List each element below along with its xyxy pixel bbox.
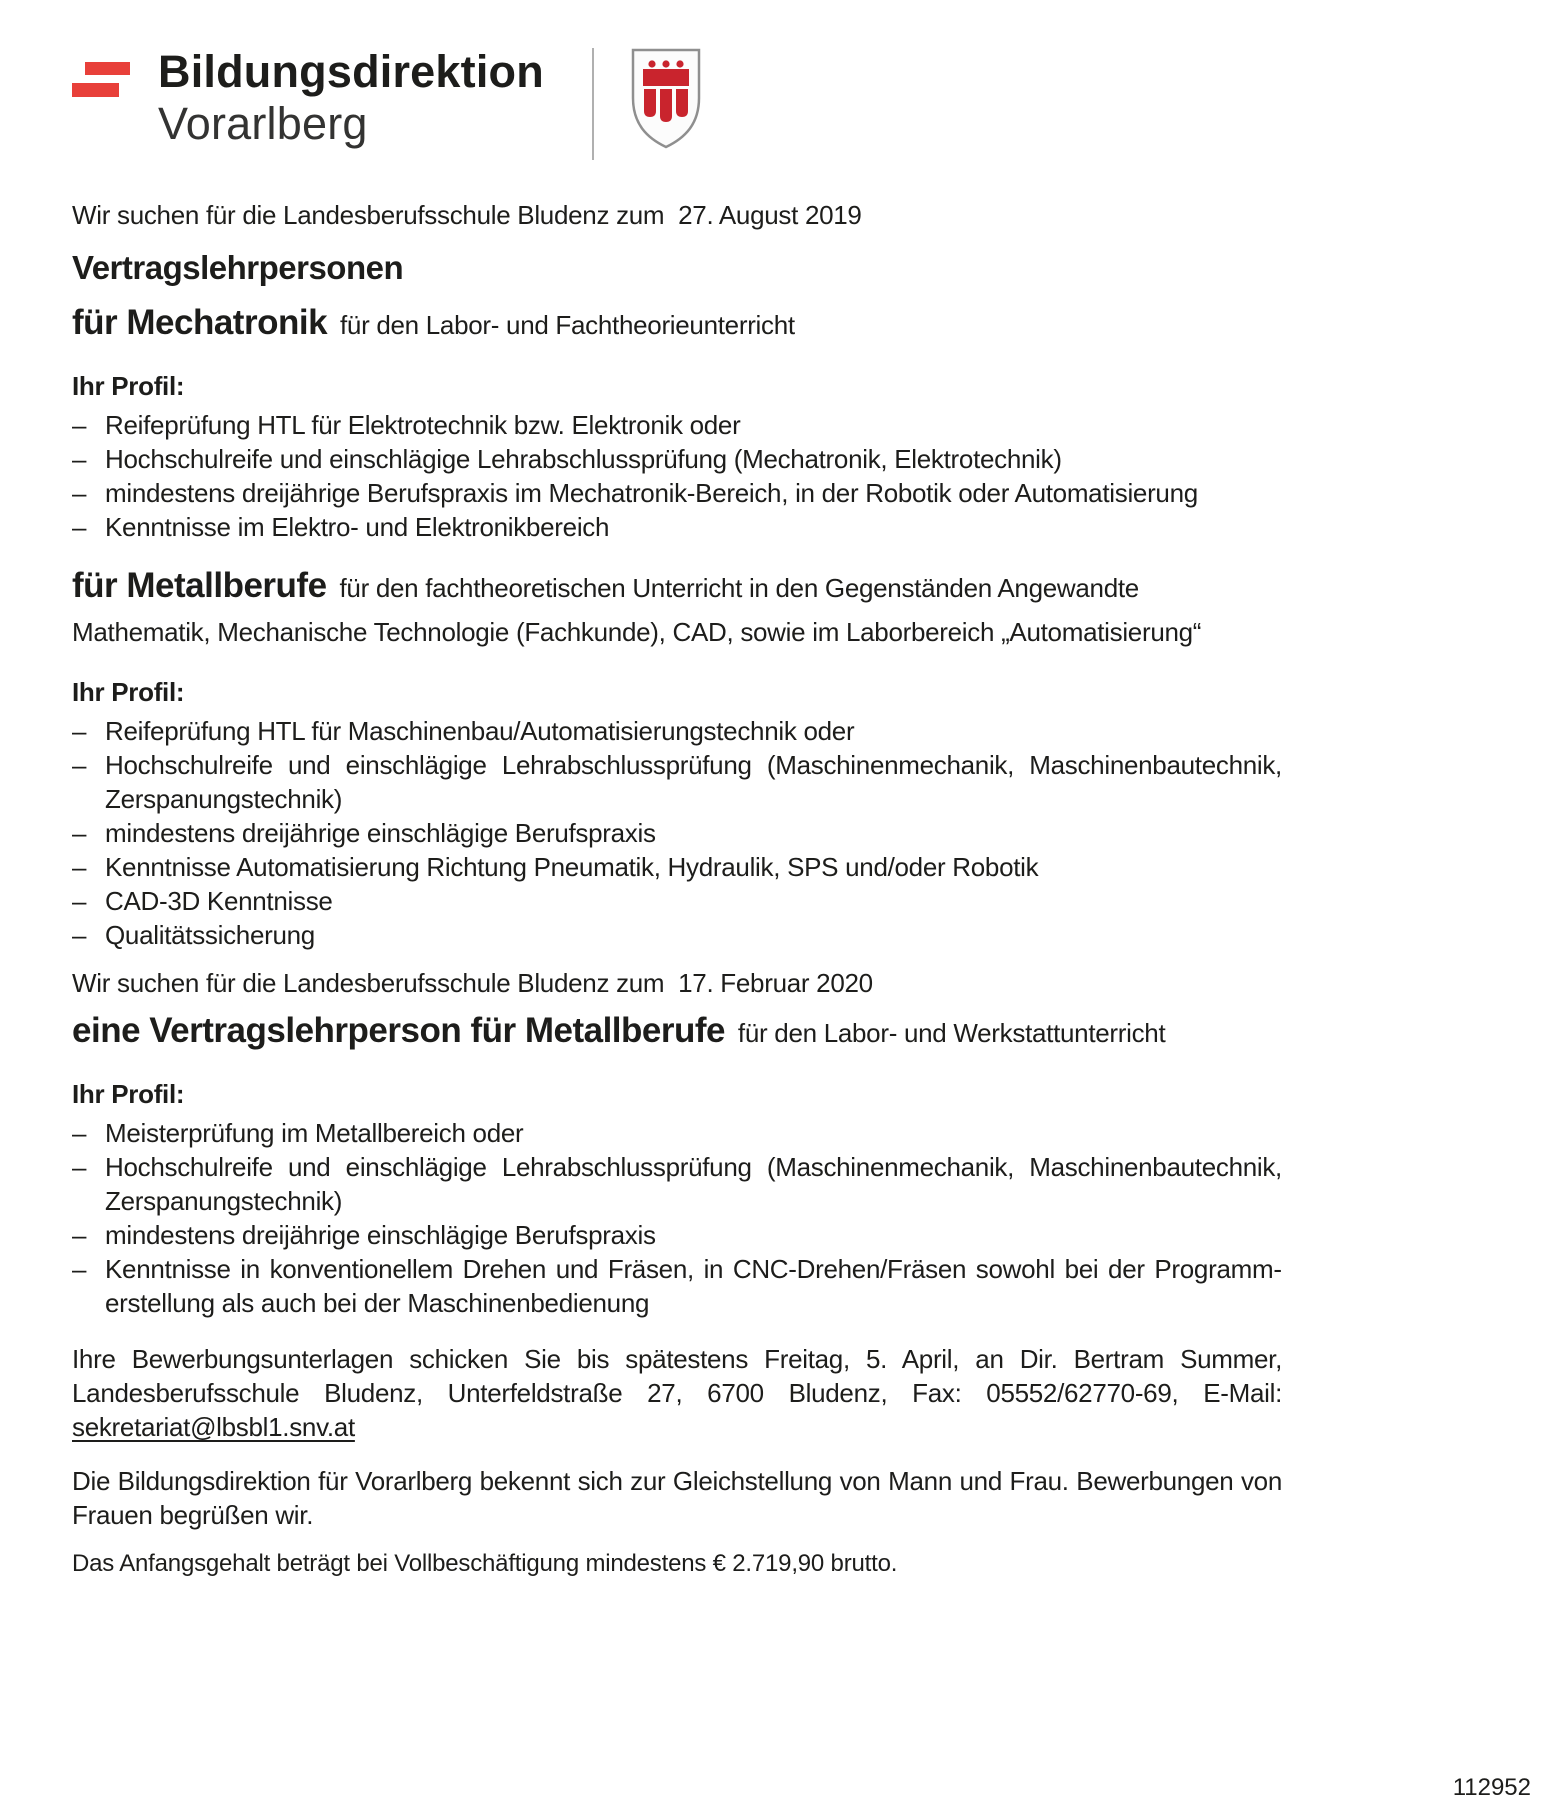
bullet-dash: – xyxy=(72,818,87,848)
flag-bar-bottom xyxy=(72,83,119,97)
list-item xyxy=(72,918,1282,952)
job-subtitle-werkstatt: für den Labor- und Werkstattunterricht xyxy=(737,1018,1166,1048)
header xyxy=(72,46,1282,164)
list-item xyxy=(72,1252,1282,1320)
list-item-text: mindestens dreijährige einschlägige Berufspraxis xyxy=(105,1220,656,1250)
profile-label-mechatronik: Ihr Profil: xyxy=(72,371,185,401)
list-item xyxy=(72,850,1282,884)
list-item-text: Hochschulreife und einschlägige Lehrabschlussprüfung (Maschinenmechanik, Maschinenbautechnik, Zerspanungstechnik) xyxy=(105,1152,1282,1216)
bullet-dash: – xyxy=(72,410,87,440)
list-item-text: Kenntnisse Automatisierung Richtung Pneumatik, Hydraulik, SPS und/oder Robotik xyxy=(105,852,1039,882)
job-subtitle-metallberufe: für den fachtheoretischen Unterricht in den Gegenständen Angewandte Mathematik, Mechanische Technologie (Fachkunde), CAD, sowie im Laborbereich „Automatisierung“ xyxy=(72,573,1202,647)
job-title-metallberufe: für Metallberufe xyxy=(72,566,327,605)
job-heading-mechatronik xyxy=(72,300,1282,348)
bullet-dash: – xyxy=(72,1152,87,1182)
list-item xyxy=(72,748,1282,816)
job-subtitle-mechatronik: für den Labor- und Fachtheorieunterricht xyxy=(339,310,795,340)
profile-label-metallberufe: Ihr Profil: xyxy=(72,677,185,707)
list-item xyxy=(72,884,1282,918)
list-item-text: Kenntnisse im Elektro- und Elektronikbereich xyxy=(105,512,610,542)
list-item-text: Hochschulreife und einschlägige Lehrabschlussprüfung (Mechatronik, Elektrotechnik) xyxy=(105,444,1062,474)
application-text: Ihre Bewerbungsunterlagen schicken Sie bis spätestens Freitag, 5. April, an Dir. Bertram Summer, Landesberufsschule Bludenz, Unterfeldstraße 27, 6700 Bludenz, Fax: 05552/62770-69, E-Mail: xyxy=(72,1344,1282,1408)
intro-august: Wir suchen für die Landesberufsschule Bludenz zum 27. August 2019 xyxy=(72,200,862,230)
bullet-dash: – xyxy=(72,716,87,746)
job-heading-metallberufe-theorie xyxy=(72,564,1282,654)
bullet-dash: – xyxy=(72,1220,87,1250)
list-item-text: Reifeprüfung HTL für Elektrotechnik bzw. Elektronik oder xyxy=(105,410,741,440)
bullet-dash: – xyxy=(72,920,87,950)
profile-list-mechatronik xyxy=(72,408,1282,544)
list-item-text: mindestens dreijährige Berufspraxis im Mechatronik-Bereich, in der Robotik oder Automatisierung xyxy=(105,478,1198,508)
brand-region: Vorarlberg xyxy=(158,98,368,149)
salary-note: Das Anfangsgehalt beträgt bei Vollbeschäftigung mindestens € 2.719,90 brutto. xyxy=(72,1550,898,1577)
vorarlberg-coat-of-arms-icon xyxy=(628,46,704,161)
header-divider xyxy=(592,48,594,160)
brand-name: Bildungsdirektion xyxy=(158,46,544,97)
application-paragraph xyxy=(72,1342,1282,1444)
bullet-dash: – xyxy=(72,478,87,508)
list-item-text: Hochschulreife und einschlägige Lehrabschlussprüfung (Maschinenmechanik, Maschinenbautechnik, Zerspanungstechnik) xyxy=(105,750,1282,814)
bullet-dash: – xyxy=(72,852,87,882)
list-item xyxy=(72,408,1282,442)
list-item xyxy=(72,510,1282,544)
list-item-text: mindestens dreijährige einschlägige Berufspraxis xyxy=(105,818,656,848)
austria-flag-bars-icon xyxy=(72,62,132,98)
job-title-werkstatt: eine Vertragslehrperson für Metallberufe xyxy=(72,1011,725,1050)
bullet-dash: – xyxy=(72,512,87,542)
ad-reference-number: 112952 xyxy=(1452,1774,1531,1801)
list-item-text: Reifeprüfung HTL für Maschinenbau/Automatisierungstechnik oder xyxy=(105,716,855,746)
main-heading: Vertragslehrpersonen xyxy=(72,249,404,286)
flag-bar-top xyxy=(85,62,130,75)
job-heading-metallberufe-werkstatt xyxy=(72,1008,1282,1056)
list-item xyxy=(72,1150,1282,1218)
list-item-text: Meisterprüfung im Metallbereich oder xyxy=(105,1118,524,1148)
list-item xyxy=(72,1218,1282,1252)
profile-list-werkstatt xyxy=(72,1116,1282,1320)
list-item xyxy=(72,816,1282,850)
bullet-dash: – xyxy=(72,1118,87,1148)
bullet-dash: – xyxy=(72,886,87,916)
job-title-mechatronik: für Mechatronik xyxy=(72,303,328,342)
brand-wordmark xyxy=(158,46,544,150)
profile-list-metallberufe xyxy=(72,714,1282,952)
list-item-text: Qualitätssicherung xyxy=(105,920,315,950)
list-item xyxy=(72,1116,1282,1150)
list-item xyxy=(72,714,1282,748)
equality-note: Die Bildungsdirektion für Vorarlberg bekennt sich zur Gleichstellung von Mann und Frau. Bewerbungen von Frauen begrüßen wir. xyxy=(72,1466,1282,1530)
bullet-dash: – xyxy=(72,444,87,474)
list-item xyxy=(72,476,1282,510)
bullet-dash: – xyxy=(72,1254,87,1284)
list-item-text: CAD-3D Kenntnisse xyxy=(105,886,333,916)
list-item xyxy=(72,442,1282,476)
bullet-dash: – xyxy=(72,750,87,780)
intro-februar: Wir suchen für die Landesberufsschule Bludenz zum 17. Februar 2020 xyxy=(72,968,873,998)
email-link[interactable]: sekretariat@lbsbl1.snv.at xyxy=(72,1412,355,1442)
profile-label-werkstatt: Ihr Profil: xyxy=(72,1079,185,1109)
list-item-text: Kenntnisse in konventionellem Drehen und Fräsen, in CNC-Drehen/Fräsen sowohl bei der Programmerstellung als auch bei der Maschinenbedienung xyxy=(105,1254,1282,1318)
